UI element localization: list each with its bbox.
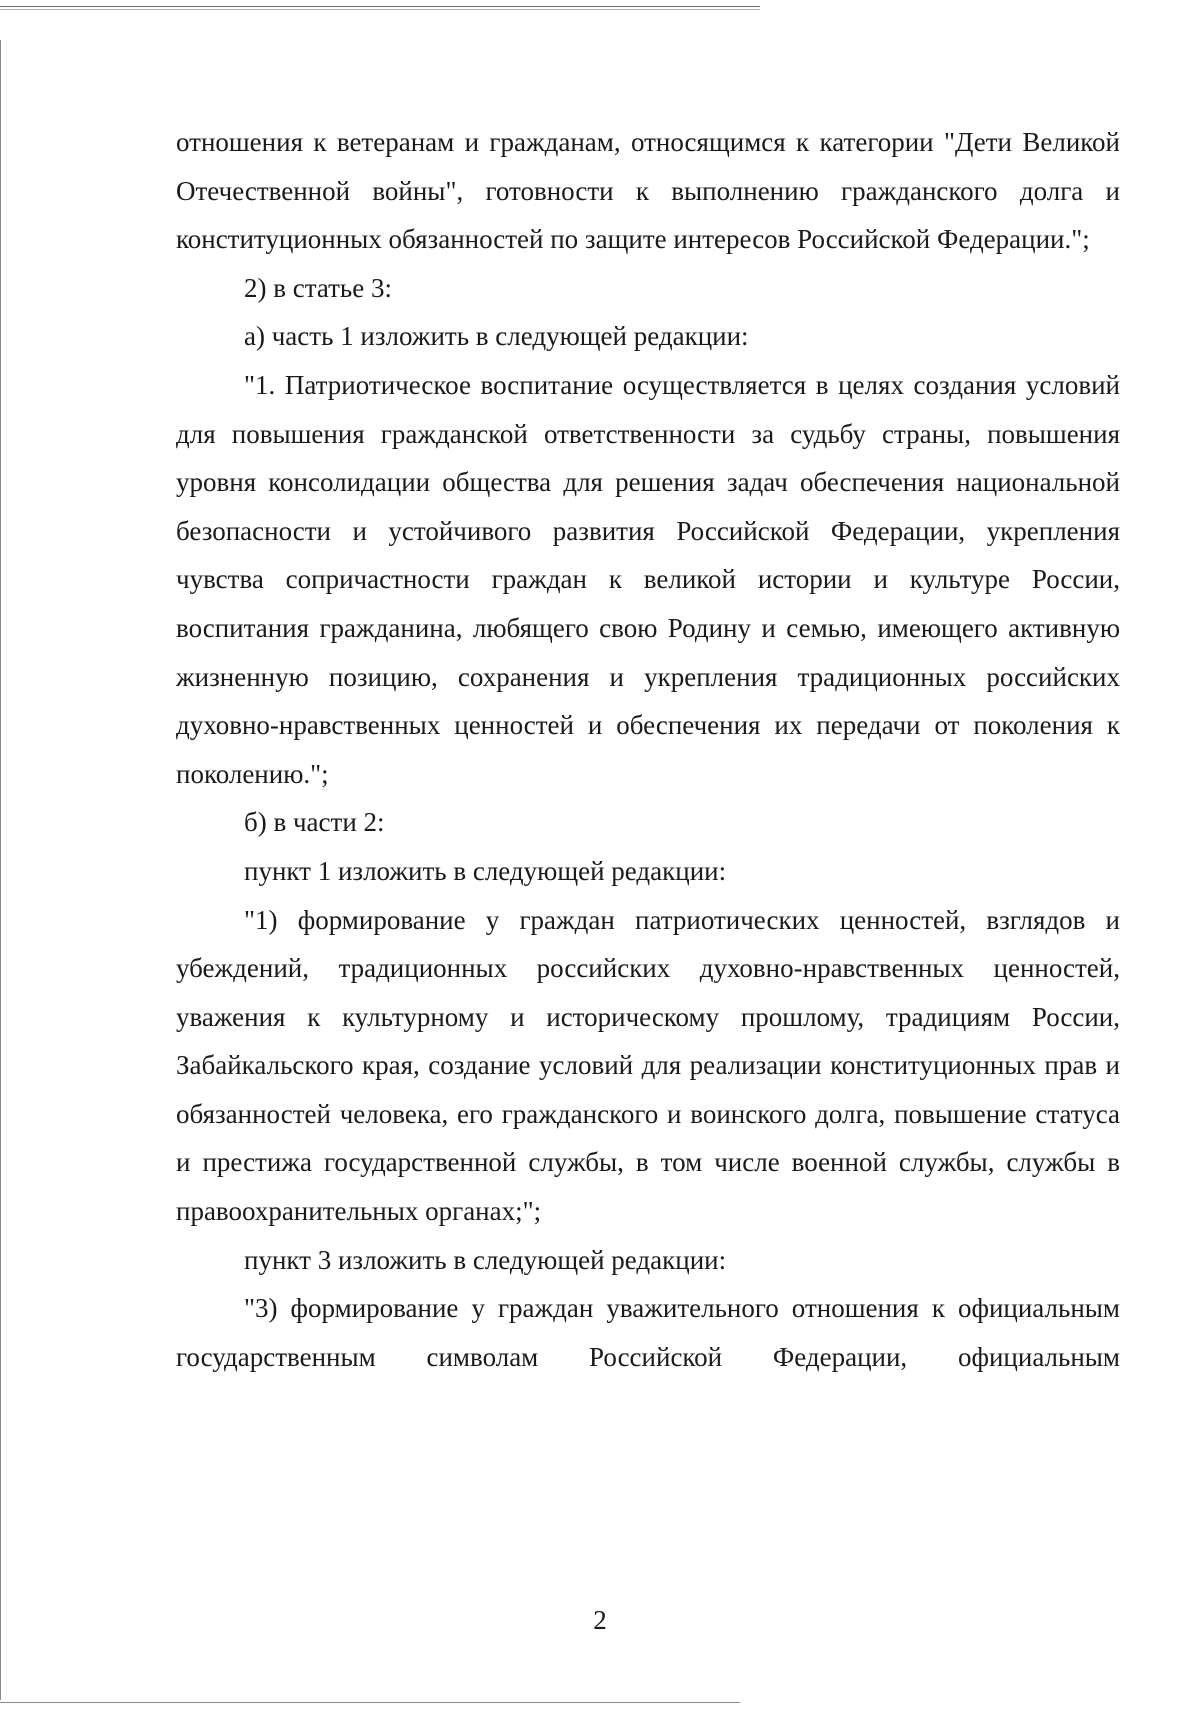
paragraph-part-1-text: "1. Патриотическое воспитание осуществляется в целях создания условий для повышения гражданской ответственности за судьбу страны, повышения уровня консолидации общества для решения задач обеспечения национальной безопасности и устойчивого развития Российской Федерации, укрепления чувства сопричастности граждан к великой истории и культуре России, воспитания гражданина, любящего свою Родину и семью, имеющего активную жизненную позицию, сохранения и укрепления традиционных российских духовно-нравственных ценностей и обеспечения их передачи от поколения к поколению.";: [176, 369, 1120, 789]
page-number: 2: [593, 1605, 607, 1635]
scan-edge-left: [0, 40, 1, 1700]
scan-edge-top-inner: [0, 9, 760, 10]
scan-edge-top: [0, 6, 760, 7]
paragraph-part-1-heading: а) часть 1 изложить в следующей редакции:: [244, 321, 749, 352]
paragraph-item-3-heading: пункт 3 изложить в следующей редакции:: [244, 1244, 727, 1275]
paragraph-part-2-heading: б) в части 2:: [244, 807, 385, 838]
scan-edge-bottom: [0, 1702, 740, 1703]
paragraph-item-1-heading: пункт 1 изложить в следующей редакции:: [244, 855, 727, 886]
paragraph-continuation: отношения к ветеранам и гражданам, относящимся к категории "Дети Великой Отечественной войны", готовности к выполнению гражданского долга и конституционных обязанностей по защите интересов Российской Федерации.";: [176, 127, 1120, 255]
paragraph-item-1-text: "1) формирование у граждан патриотических ценностей, взглядов и убеждений, традиционных российских духовно-нравственных ценностей, уважения к культурному и историческому прошлому, традициям России, Забайкальского края, создание условий для реализации конституционных прав и обязанностей человека, его гражданского и воинского долга, повышение статуса и престижа государственной службы, в том числе военной службы, службы в правоохранительных органах;";: [176, 904, 1120, 1227]
document-body: [176, 118, 1120, 1381]
paragraph-item-3-text: "3) формирование у граждан уважительного отношения к официальным государственным символам Российской Федерации, официальным: [176, 1293, 1120, 1372]
paragraph-article-3: 2) в статье 3:: [244, 272, 392, 303]
